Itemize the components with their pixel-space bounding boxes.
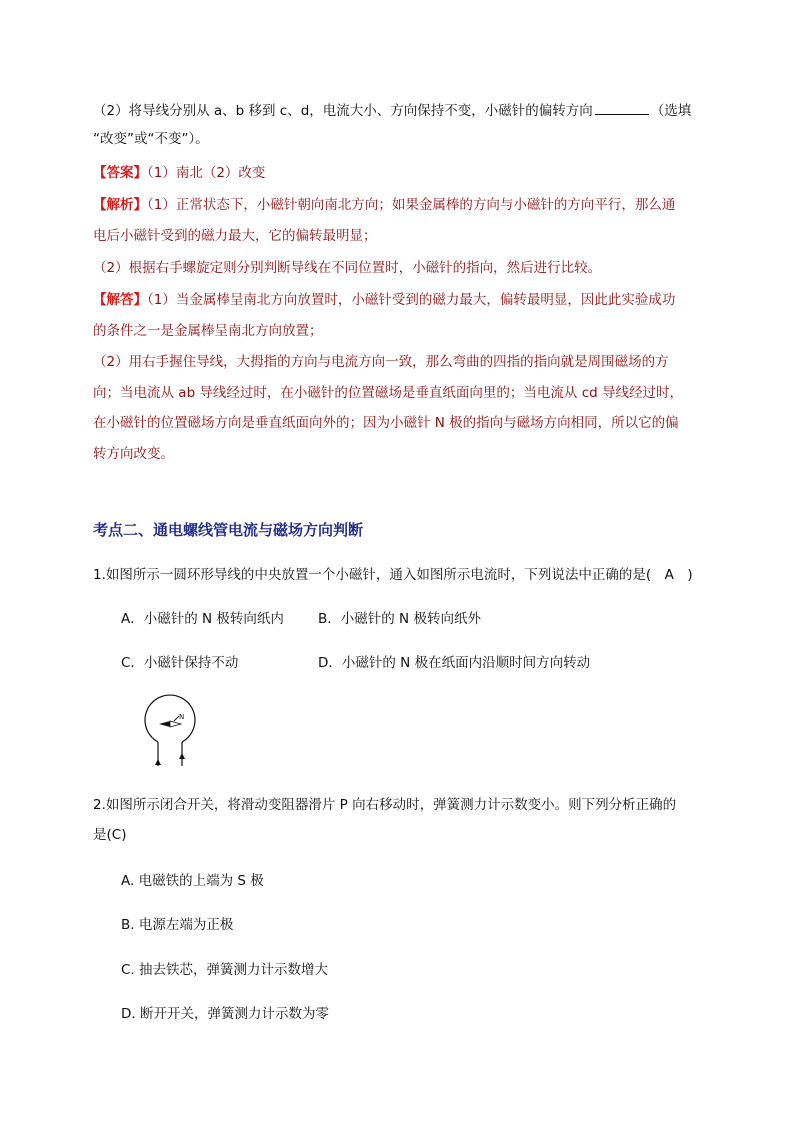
answer-tag: 【答案】 — [93, 165, 147, 181]
question-2-line-2: “改变”或“不变”）。 — [93, 131, 209, 147]
solution-line-5: 在小磁针的位置磁场方向是垂直纸面向外的；因为小磁针 N 极的指向与磁场方向相同，所以它的偏 — [93, 415, 679, 431]
needle-label: N — [179, 713, 185, 721]
ring-wire-diagram — [140, 693, 200, 773]
fill-in-blank — [595, 100, 649, 115]
question-2-text: （2）将导线分别从 a、b 移到 c、d，电流大小、方向保持不变，小磁针的偏转方向 — [93, 103, 593, 119]
question-1-option-d: D．小磁针的 N 极在纸面内沿顺时间方向转动 — [318, 655, 591, 671]
current-arrow-left — [155, 759, 161, 765]
question-2-line-1 — [93, 100, 691, 121]
solution-text-1: （1）当金属棒呈南北方向放置时，小磁针受到的磁力最大，偏转最明显，因此此实验成功 — [147, 292, 676, 308]
ring-wire — [145, 695, 195, 742]
answer-line — [93, 163, 265, 183]
question-2b-option-c: C. 抽去铁芯，弹簧测力计示数增大 — [121, 962, 329, 978]
compass-needle-s — [170, 721, 181, 727]
question-2b-stem-line-2: 是(C) — [93, 827, 127, 843]
question-2b-option-d: D. 断开开关，弹簧测力计示数为零 — [121, 1006, 329, 1022]
solution-line-3: （2）用右手握住导线，大拇指的方向与电流方向一致，那么弯曲的四指的指向就是周围磁场的方 — [93, 354, 669, 370]
solution-line-6: 转方向改变。 — [93, 446, 174, 462]
solution-line-4: 向；当电流从 ab 导线经过时，在小磁针的位置磁场是垂直纸面向里的；当电流从 cd 导线经过时， — [93, 385, 683, 401]
solution-line-1 — [93, 290, 675, 310]
analysis-text-1: （1）正常状态下，小磁针朝向南北方向；如果金属棒的方向与小磁针的方向平行，那么通 — [147, 197, 676, 213]
question-1-stem: 1.如图所示一圆环形导线的中央放置一个小磁针，通入如图所示电流时，下列说法中正确的是( A ) — [93, 567, 693, 583]
question-2b-option-a: A. 电磁铁的上端为 S 极 — [121, 873, 264, 889]
ring-wire-figure — [140, 693, 200, 777]
analysis-line-2: 电后小磁针受到的磁力最大，它的偏转最明显； — [93, 228, 377, 244]
compass-needle-n — [159, 721, 170, 727]
analysis-line-1 — [93, 195, 675, 215]
question-2-hint: （选填 — [650, 103, 692, 119]
current-arrow-right — [179, 753, 185, 759]
answer-text: （1）南北（2）改变 — [147, 165, 266, 181]
question-2b-option-b: B. 电源左端为正极 — [121, 917, 234, 933]
question-1-option-b: B．小磁针的 N 极转向纸外 — [318, 611, 481, 627]
question-1-option-c: C．小磁针保持不动 — [121, 655, 239, 671]
analysis-line-3: （2）根据右手螺旋定则分别判断导线在不同位置时，小磁针的指向，然后进行比较。 — [93, 260, 602, 276]
solution-line-2: 的条件之一是金属棒呈南北方向放置； — [93, 323, 323, 339]
question-2b-stem-line-1: 2.如图所示闭合开关，将滑动变阻器滑片 P 向右移动时，弹簧测力计示数变小。则下列分析正确的 — [93, 797, 677, 813]
question-1-option-a: A．小磁针的 N 极转向纸内 — [121, 611, 284, 627]
analysis-tag: 【解析】 — [93, 197, 147, 213]
section-title: 考点二、通电螺线管电流与磁场方向判断 — [93, 521, 364, 539]
solution-tag: 【解答】 — [93, 292, 147, 308]
